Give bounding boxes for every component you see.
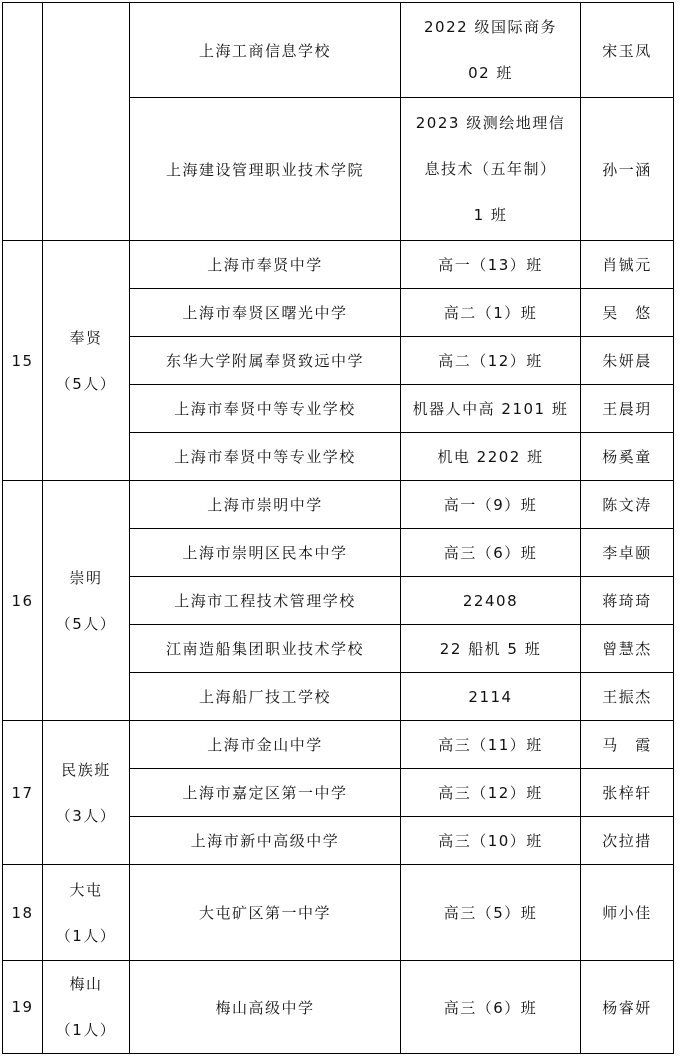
school-cell: 上海市新中高级中学 [130, 817, 401, 865]
table-row [3, 721, 674, 769]
class-cell: 高三（6）班 [401, 529, 581, 577]
student-cell: 曾慧杰 [581, 625, 674, 673]
region-cell: 崇明 （5人） [43, 481, 130, 721]
student-cell: 王振杰 [581, 673, 674, 721]
class-cell: 高三（10）班 [401, 817, 581, 865]
student-cell: 吴 悠 [581, 289, 674, 337]
class-cell: 机电 2202 班 [401, 433, 581, 481]
school-cell: 上海市嘉定区第一中学 [130, 769, 401, 817]
student-cell: 杨睿妍 [581, 961, 674, 1054]
student-cell: 杨奚童 [581, 433, 674, 481]
region-cell: 奉贤 （5人） [43, 241, 130, 481]
region-cell: 民族班 （3人） [43, 721, 130, 865]
student-cell: 师小佳 [581, 865, 674, 961]
school-cell: 梅山高级中学 [130, 961, 401, 1054]
student-cell: 次拉措 [581, 817, 674, 865]
school-cell: 上海工商信息学校 [130, 3, 401, 98]
student-cell: 宋玉凤 [581, 3, 674, 98]
school-cell: 上海市奉贤中学 [130, 241, 401, 289]
class-cell: 高三（5）班 [401, 865, 581, 961]
class-cell: 高二（12）班 [401, 337, 581, 385]
student-cell: 陈文涛 [581, 481, 674, 529]
table-row [3, 3, 674, 98]
row-number-cell: 16 [3, 481, 43, 721]
school-cell: 上海市奉贤区曙光中学 [130, 289, 401, 337]
row-number-cell: 17 [3, 721, 43, 865]
class-cell: 22408 [401, 577, 581, 625]
student-cell: 孙一涵 [581, 98, 674, 241]
class-cell: 22 船机 5 班 [401, 625, 581, 673]
class-cell: 高三（11）班 [401, 721, 581, 769]
row-number-cell: 18 [3, 865, 43, 961]
class-cell: 高二（1）班 [401, 289, 581, 337]
class-cell: 高一（13）班 [401, 241, 581, 289]
student-cell: 张梓轩 [581, 769, 674, 817]
school-cell: 上海市崇明中学 [130, 481, 401, 529]
school-cell: 上海建设管理职业技术学院 [130, 98, 401, 241]
class-cell: 高三（6）班 [401, 961, 581, 1054]
student-cell: 肖铖元 [581, 241, 674, 289]
class-cell: 机器人中高 2101 班 [401, 385, 581, 433]
school-cell: 上海市崇明区民本中学 [130, 529, 401, 577]
row-number-cell [3, 3, 43, 241]
school-cell: 上海市金山中学 [130, 721, 401, 769]
table-row [3, 961, 674, 1054]
student-cell: 蒋琦琦 [581, 577, 674, 625]
row-number-cell: 19 [3, 961, 43, 1054]
table-row [3, 481, 674, 529]
school-cell: 江南造船集团职业技术学校 [130, 625, 401, 673]
school-cell: 大屯矿区第一中学 [130, 865, 401, 961]
region-cell: 大屯 （1人） [43, 865, 130, 961]
roster-table [2, 2, 674, 1054]
table-row [3, 241, 674, 289]
school-cell: 上海船厂技工学校 [130, 673, 401, 721]
row-number-cell: 15 [3, 241, 43, 481]
school-cell: 上海市工程技术管理学校 [130, 577, 401, 625]
student-cell: 王晨玥 [581, 385, 674, 433]
class-cell: 2114 [401, 673, 581, 721]
class-cell: 2022 级国际商务 02 班 [401, 3, 581, 98]
school-cell: 上海市奉贤中等专业学校 [130, 385, 401, 433]
class-cell: 高三（12）班 [401, 769, 581, 817]
student-cell: 马 霞 [581, 721, 674, 769]
school-cell: 东华大学附属奉贤致远中学 [130, 337, 401, 385]
class-cell: 高一（9）班 [401, 481, 581, 529]
class-cell: 2023 级测绘地理信 息技术（五年制） 1 班 [401, 98, 581, 241]
student-cell: 朱妍晨 [581, 337, 674, 385]
school-cell: 上海市奉贤中等专业学校 [130, 433, 401, 481]
region-cell [43, 3, 130, 241]
student-cell: 李卓颐 [581, 529, 674, 577]
table-row [3, 865, 674, 961]
region-cell: 梅山 （1人） [43, 961, 130, 1054]
